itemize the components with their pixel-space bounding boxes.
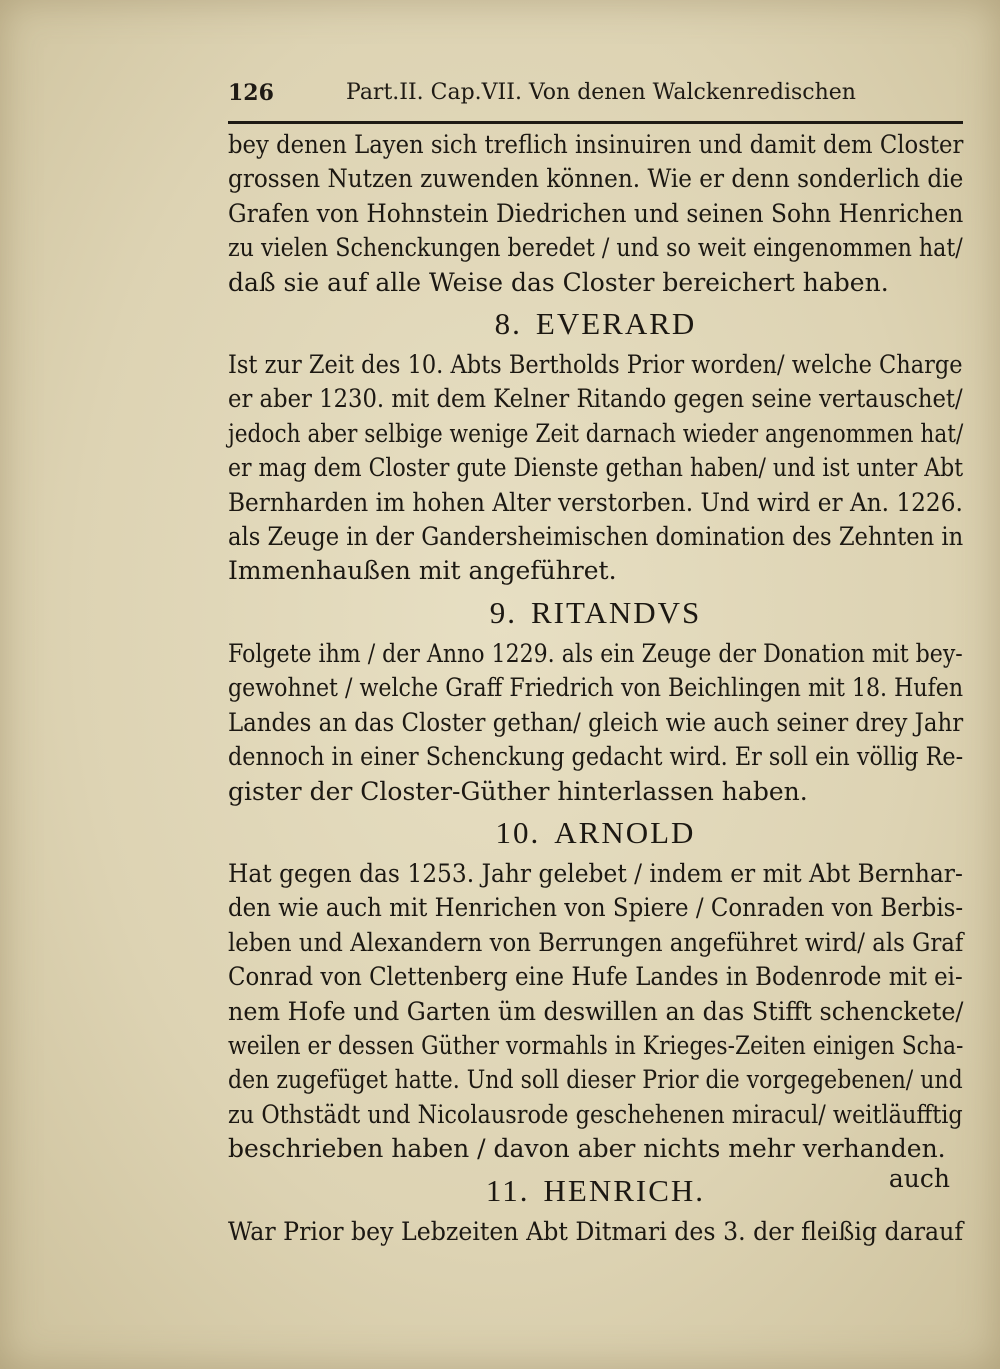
section-number: 8.	[494, 306, 522, 342]
section-name: RITANDVS	[531, 594, 702, 630]
text-line: Folgete ihm / der Anno 1229. als ein Zeuge der Donation mit bey-	[228, 638, 963, 668]
text-line: jedoch aber selbige wenige Zeit darnach wieder angenommen hat/	[228, 418, 964, 448]
catchword: auch	[888, 1164, 950, 1193]
paragraph	[228, 128, 963, 300]
section-heading	[228, 300, 963, 348]
running-title: Part.II. Cap.VII. Von denen Walckenredischen	[346, 80, 856, 105]
section-heading	[228, 1167, 963, 1215]
text-line: gister der Closter-Güther hinterlassen haben.	[228, 776, 808, 806]
text-line: nem Hofe und Garten üm deswillen an das Stifft schenckete/	[228, 996, 964, 1026]
text-line: den zugefüget hatte. Und soll dieser Prior die vorgegebenen/ und	[228, 1065, 963, 1095]
text-line: Grafen von Hohnstein Diedrichen und seinen Sohn Henrichen	[228, 198, 964, 228]
paragraph	[228, 1215, 963, 1249]
text-line: als Zeuge in der Gandersheimischen domination des Zehnten in	[228, 522, 964, 552]
text-line: beschrieben haben / davon aber nichts mehr verhanden.	[228, 1134, 946, 1164]
text-line: Immenhaußen mit angeführet.	[228, 556, 617, 586]
text-line: zu vielen Schenckungen beredet / und so weit eingenommen hat/	[228, 233, 963, 263]
text-line: Ist zur Zeit des 10. Abts Bertholds Prior worden/ welche Charge	[228, 350, 963, 380]
page-header	[228, 80, 963, 120]
text-line: er mag dem Closter gute Dienste gethan haben/ und ist unter Abt	[228, 453, 964, 483]
section-number: 11.	[485, 1172, 530, 1208]
text-line: Hat gegen das 1253. Jahr gelebet / indem er mit Abt Bernhar-	[228, 858, 963, 888]
paragraph	[228, 348, 963, 589]
text-line: War Prior bey Lebzeiten Abt Ditmari des 3. der fleißig darauf	[228, 1216, 964, 1246]
paragraph	[228, 857, 963, 1167]
text-line: leben und Alexandern von Berrungen angeführet wird/ als Graf	[228, 927, 964, 957]
text-line: dennoch in einer Schenckung gedacht wird. Er soll ein völlig Re-	[228, 742, 964, 772]
section-heading	[228, 589, 963, 637]
section-name: ARNOLD	[554, 814, 696, 850]
text-line: gewohnet / welche Graff Friedrich von Beichlingen mit 18. Hufen	[228, 673, 964, 703]
text-line: zu Othstädt und Nicolausrode geschehenen miracul/ weitläufftig	[228, 1099, 963, 1129]
section-number: 9.	[489, 594, 517, 630]
main-text	[228, 128, 963, 1249]
text-line: daß sie auf alle Weise das Closter bereichert haben.	[228, 267, 889, 297]
section-name: EVERARD	[535, 306, 697, 342]
text-line: grossen Nutzen zuwenden können. Wie er denn sonderlich die	[228, 164, 964, 194]
text-line: weilen er dessen Güther vormahls in Krieges-Zeiten einigen Scha-	[228, 1030, 964, 1060]
header-rule	[228, 121, 963, 124]
text-line: bey denen Layen sich treflich insinuiren und damit dem Closter	[228, 130, 964, 159]
text-line: Bernharden im hohen Alter verstorben. Und wird er An. 1226.	[228, 487, 963, 517]
text-line: er aber 1230. mit dem Kelner Ritando gegen seine vertauschet/	[228, 384, 963, 414]
text-line: den wie auch mit Henrichen von Spiere / Conraden von Berbis-	[228, 893, 964, 923]
section-name: HENRICH.	[543, 1172, 706, 1208]
section-heading	[228, 809, 963, 857]
text-line: Landes an das Closter gethan/ gleich wie auch seiner drey Jahr	[228, 707, 964, 737]
paragraph	[228, 637, 963, 809]
section-number: 10.	[495, 814, 541, 850]
text-line: Conrad von Clettenberg eine Hufe Landes in Bodenrode mit ei-	[228, 962, 963, 992]
page-number: 126	[228, 80, 274, 106]
